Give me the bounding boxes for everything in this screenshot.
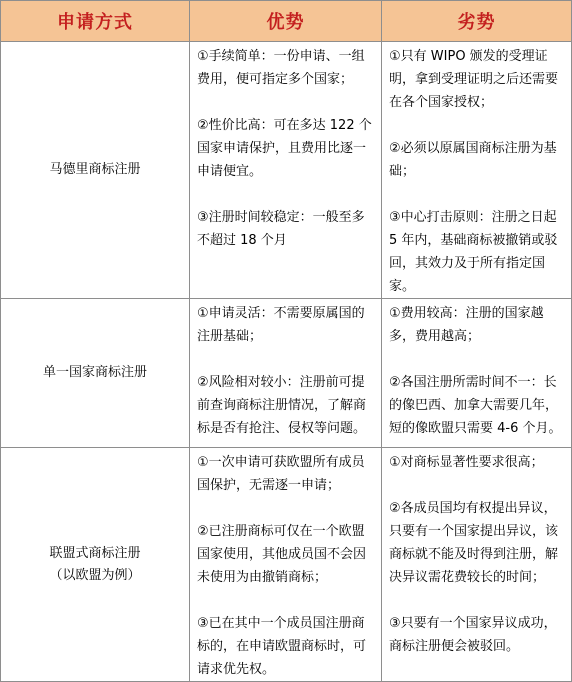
method-label: 马德里商标注册	[49, 162, 141, 177]
advantage-item: ②风险相对较小：注册前可提前查询商标注册情况，了解商标是否有抢注、侵权等问题。	[197, 375, 367, 436]
header-row	[1, 1, 572, 42]
advantage-item: ②性价比高：可在多达 122 个国家申请保护，且费用比逐一申请便宜。	[197, 118, 372, 179]
table-row-madrid	[1, 42, 572, 299]
disadvantage-item: ①费用较高：注册的国家越多，费用越高；	[389, 306, 544, 344]
advantage-item: ③已在其中一个成员国注册商标的，在申请欧盟商标时，可请求优先权。	[197, 616, 367, 677]
disadvantage-item: ③只要有一个国家异议成功，商标注册便会被驳回。	[389, 616, 557, 654]
disadvantage-item: ②必须以原属国商标注册为基础；	[389, 141, 557, 179]
advantages-cell-single-country	[190, 299, 382, 448]
disadvantage-item: ③中心打击原则：注册之日起 5 年内，基础商标被撤销或驳回，其效力及于所有指定国家。	[389, 210, 558, 294]
method-cell-single-country	[1, 299, 190, 448]
advantages-cell-madrid	[190, 42, 382, 299]
header-disadvantages: 劣势	[382, 1, 572, 42]
advantage-item: ②已注册商标可仅在一个欧盟国家使用，其他成员国不会因未使用为由撤销商标；	[197, 524, 367, 585]
advantage-item: ①手续简单：一份申请、一组费用，便可指定多个国家；	[197, 49, 365, 87]
disadvantage-item: ②各成员国均有权提出异议，只要有一个国家提出异议，该商标就不能及时得到注册，解决异议需花费较长的时间；	[389, 501, 559, 585]
table-row-single-country	[1, 299, 572, 448]
advantage-item: ③注册时间较稳定：一般至多不超过 18 个月	[197, 210, 365, 248]
disadvantages-cell-union	[382, 448, 572, 682]
disadvantages-cell-madrid	[382, 42, 572, 299]
method-label: 单一国家商标注册	[42, 365, 147, 380]
method-label: 联盟式商标注册	[49, 545, 141, 561]
header-advantages: 优势	[190, 1, 382, 42]
disadvantage-item: ①只有 WIPO 颁发的受理证明，拿到受理证明之后还需要在各个国家授权；	[389, 49, 559, 110]
disadvantages-cell-single-country	[382, 299, 572, 448]
advantage-item: ①一次申请可获欧盟所有成员国保护，无需逐一申请；	[197, 455, 365, 493]
advantages-cell-union	[190, 448, 382, 682]
advantage-item: ①申请灵活：不需要原属国的注册基础；	[197, 306, 365, 344]
disadvantage-item: ①对商标显著性要求很高；	[389, 455, 544, 470]
header-method: 申请方式	[1, 1, 190, 42]
method-cell-madrid	[1, 42, 190, 299]
disadvantage-item: ②各国注册所需时间不一：长的像巴西、加拿大需要几年，短的像欧盟只需要 4-6 个月。	[389, 375, 562, 436]
method-sublabel: （以欧盟为例）	[49, 567, 141, 583]
table-row-union	[1, 448, 572, 682]
method-cell-union	[1, 448, 190, 682]
